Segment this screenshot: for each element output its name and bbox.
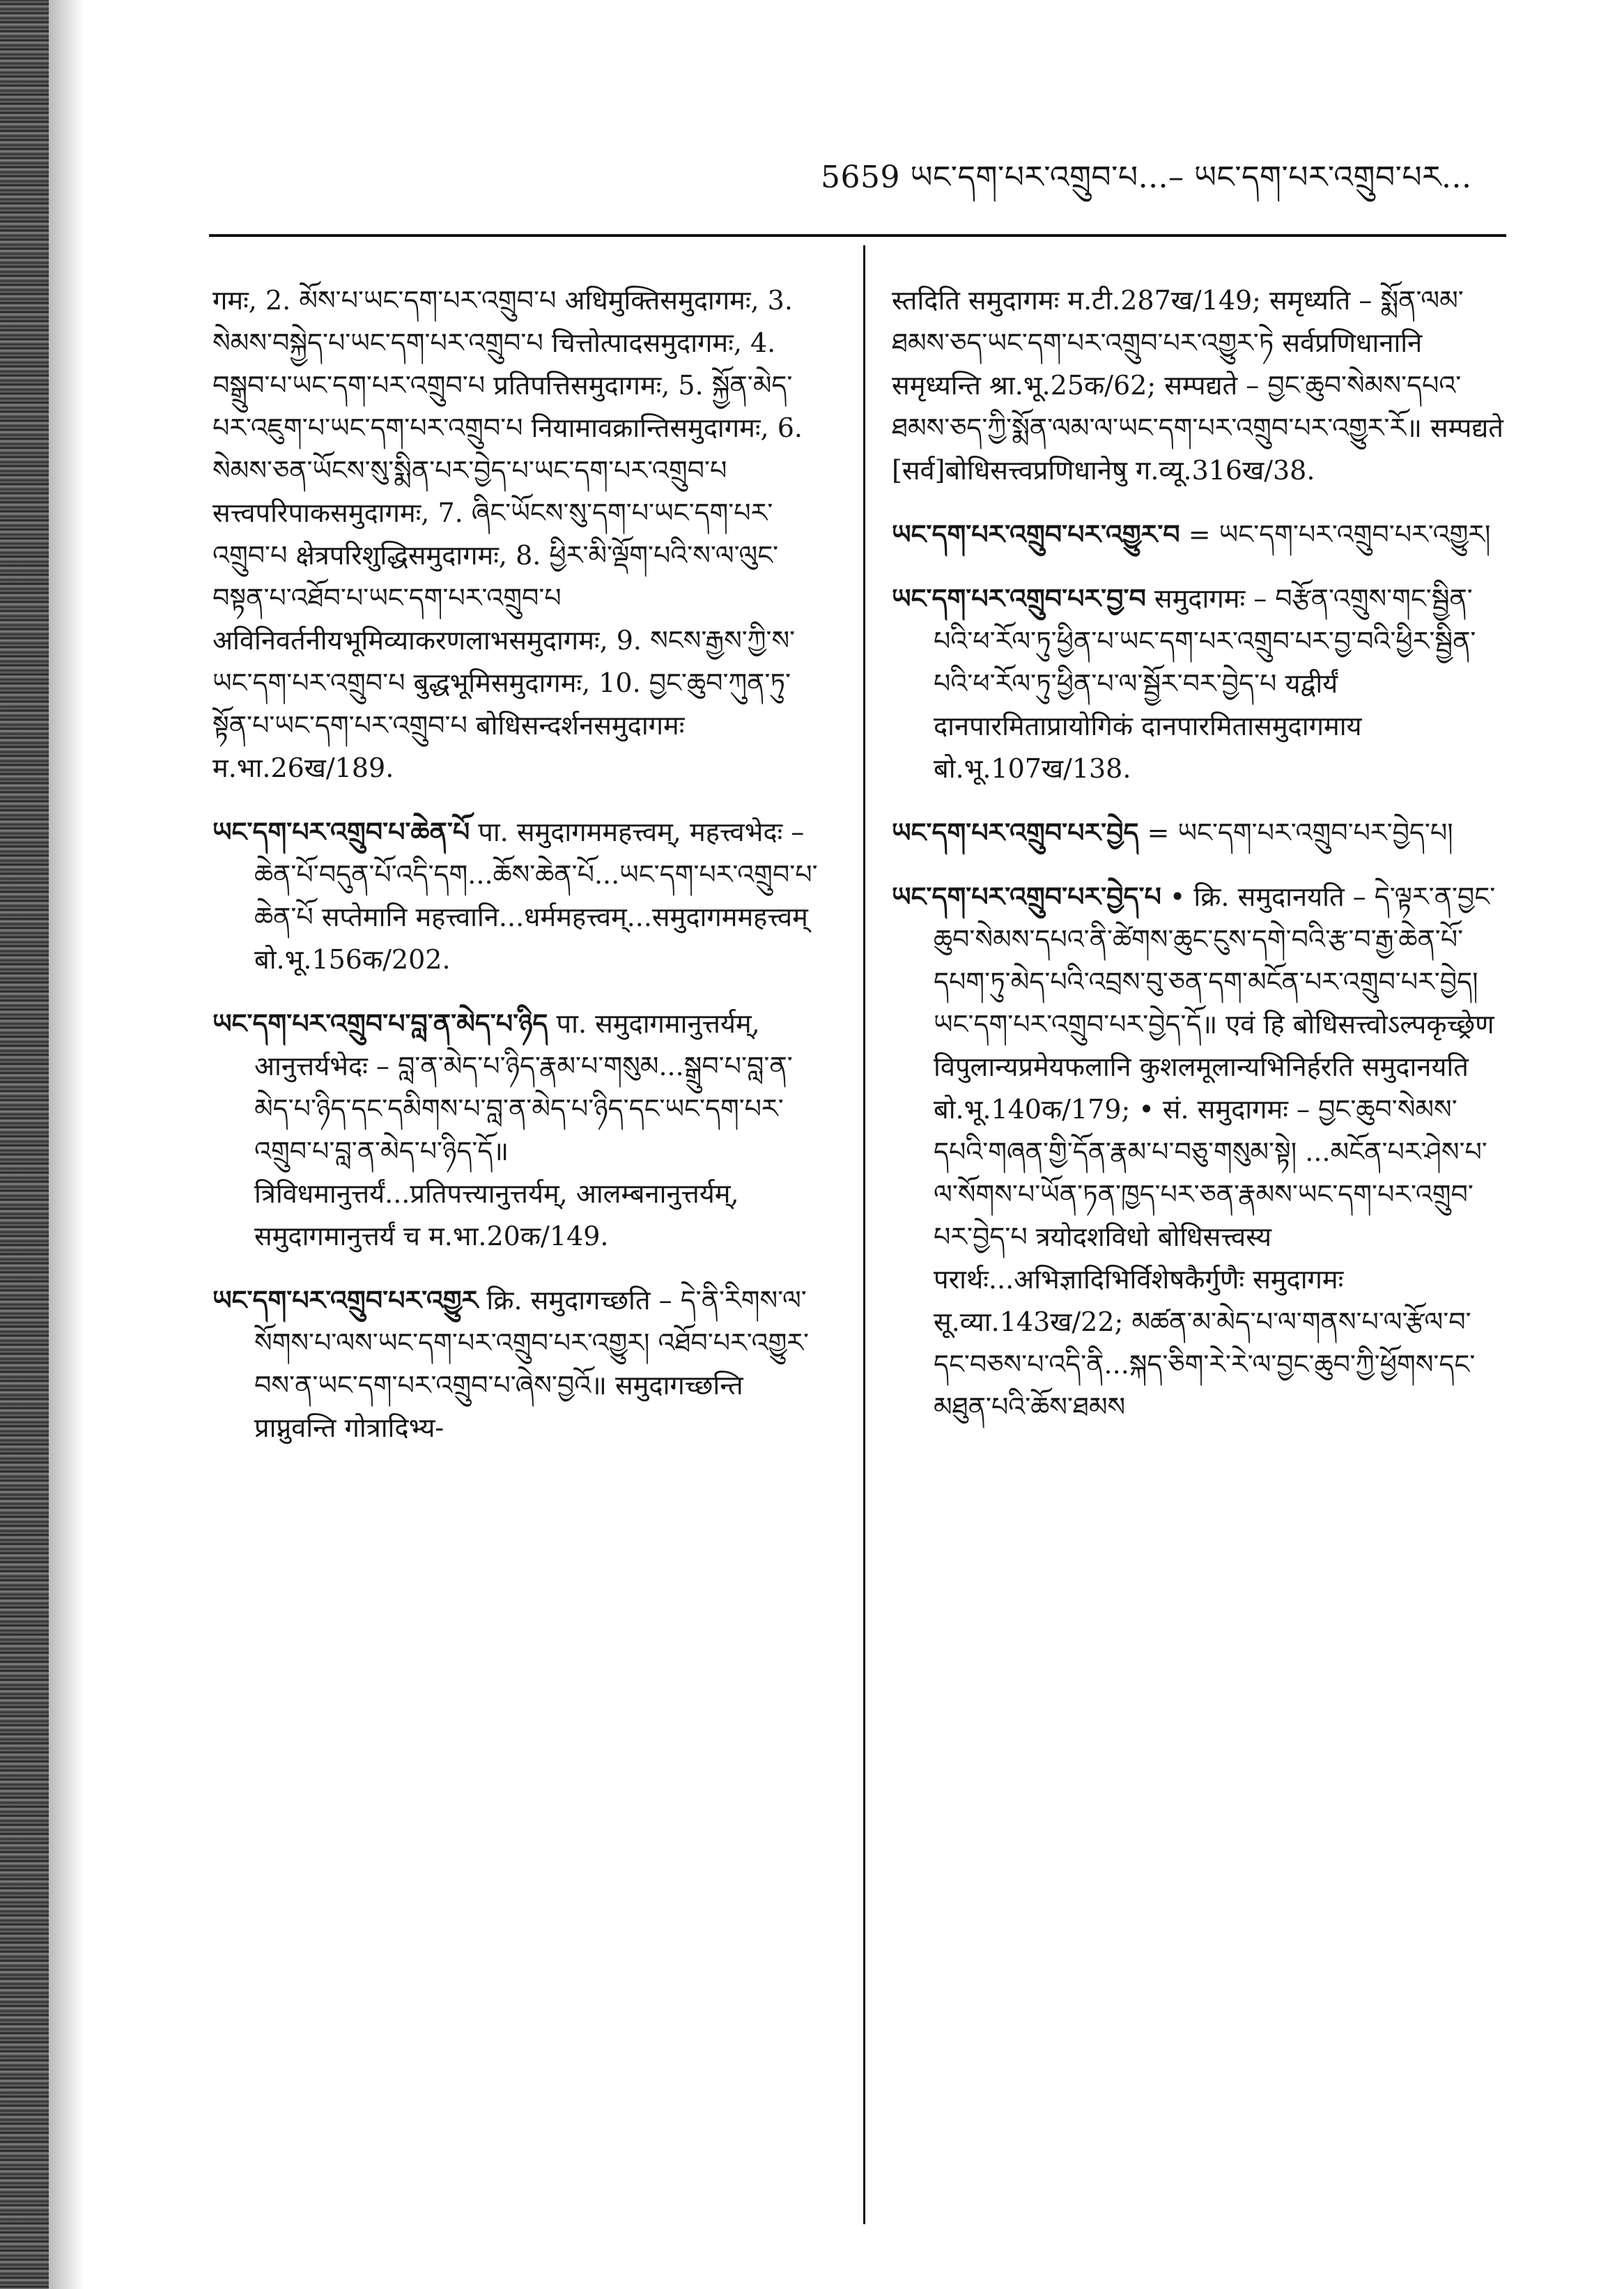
dictionary-entry <box>892 577 1505 790</box>
dictionary-entry <box>892 811 1505 854</box>
dictionary-entry <box>212 1279 826 1449</box>
dictionary-entry <box>212 279 826 789</box>
dictionary-entry <box>892 513 1505 556</box>
dictionary-entry <box>892 875 1505 1428</box>
entry-headword: ཡང་དག་པར་འགྲུབ་པར་བྱེད <box>892 817 1139 848</box>
entry-headword: ཡང་དག་པར་འགྲུབ་པ་བླ་ན་མེད་པ་ཉིད <box>212 1008 548 1039</box>
entry-text: पा. समुदागमानुत्तर्यम्, आनुत्तर्यभेदः – བླ་ན་མེད་པ་ཉིད་རྣམ་པ་གསུམ...སྒྲུབ་པ་བླ་ན་མེད་པ་ཉིད་དང་དམིགས་པ་བླ་ན་མེད་པ་ཉིད་དང་ཡང་དག་པར་འགྲུབ་པ་བླ་ན་མེད་པ་ཉིད་དོ॥ त्रिविधमानुत्तर्यं...प्रतिपत्त्यानुत्तर्यम्, आलम्बनानुत्तर्यम्, समुदागमानुत्तर्यं च म.भा.20क/149. <box>254 1008 793 1251</box>
column-divider <box>863 245 865 2224</box>
entry-text: गमः, 2. མོས་པ་ཡང་དག་པར་འགྲུབ་པ अधिमुक्तिसमुदागमः, 3. སེམས་བསྐྱེད་པ་ཡང་དག་པར་འགྲུབ་པ चित्तोत्पादसमुदागमः, 4. བསྒྲུབ་པ་ཡང་དག་པར་འགྲུབ་པ प्रतिपत्तिसमुदागमः, 5. སྐྱོན་མེད་པར་འཇུག་པ་ཡང་དག་པར་འགྲུབ་པ नियामावक्रान्तिसमुदागमः, 6. སེམས་ཅན་ཡོངས་སུ་སྨིན་པར་བྱེད་པ་ཡང་དག་པར་འགྲུབ་པ सत्त्वपरिपाकसमुदागमः, 7. ཞིང་ཡོངས་སུ་དག་པ་ཡང་དག་པར་འགྲུབ་པ क्षेत्रपरिशुद्धिसमुदागमः, 8. ཕྱིར་མི་ལྡོག་པའི་ས་ལ་ལུང་བསྟན་པ་འཐོབ་པ་ཡང་དག་པར་འགྲུབ་པ अविनिवर्तनीयभूमिव्याकरणलाभसमुदागमः, 9. སངས་རྒྱས་ཀྱི་ས་ཡང་དག་པར་འགྲུབ་པ बुद्धभूमिसमुदागमः, 10. བྱང་ཆུབ་ཀུན་ཏུ་སྟོན་པ་ཡང་དག་པར་འགྲུབ་པ बोधिसन्दर्शनसमुदागमः म.भा.26ख/189. <box>212 285 803 783</box>
binding-shadow <box>49 0 84 2289</box>
entry-headword: ཡང་དག་པར་འགྲུབ་པར་བྱེད་པ <box>892 881 1161 912</box>
entry-text: • क्रि. समुदानयति – དེ་ལྟར་ན་བྱང་ཆུབ་སེམས་དཔའ་ནི་ཚེགས་ཆུང་ངུས་དགེ་བའི་རྩ་བ་རྒྱ་ཆེན་པོ་དཔག་ཏུ་མེད་པའི་འབྲས་བུ་ཅན་དག་མངོན་པར་འགྲུབ་པར་བྱེད། ཡང་དག་པར་འགྲུབ་པར་བྱེད་དོ॥ एवं हि बोधिसत्त्वोऽल्पकृच्छ्रेण विपुलान्यप्रमेयफलानि कुशलमूलान्यभिनिर्हरति समुदानयति बो.भू.140क/179; • सं. समुदागमः – བྱང་ཆུབ་སེམས་དཔའི་གཞན་གྱི་དོན་རྣམ་པ་བཅུ་གསུམ་སྟེ། ...མངོན་པར་ཤེས་པ་ལ་སོགས་པ་ཡོན་ཏན་ཁྱད་པར་ཅན་རྣམས་ཡང་དག་པར་འགྲུབ་པར་བྱེད་པ त्रयोदशविधो बोधिसत्त्वस्य परार्थः...अभिज्ञादिभिर्विशेषकैर्गुणैः समुदागमः सू.व्या.143ख/22; མཚན་མ་མེད་པ་ལ་གནས་པ་ལ་རྩོལ་བ་དང་བཅས་པ་འདི་ནི...སྐད་ཅིག་རེ་རེ་ལ་བྱང་ཆུབ་ཀྱི་ཕྱོགས་དང་མཐུན་པའི་ཆོས་ཐམས <box>934 881 1496 1422</box>
entry-text: = ཡང་དག་པར་འགྲུབ་པར་འགྱུར། <box>1180 519 1491 550</box>
header-title: ཡང་དག་པར་འགྲུབ་པ...– ཡང་དག་པར་འགྲུབ་པར... <box>910 160 1472 195</box>
right-column <box>892 279 1505 2244</box>
entry-text: पा. समुदागममहत्त्वम्, महत्त्वभेदः – ཆེན་པོ་བདུན་པོ་འདི་དག...ཆོས་ཆེན་པོ...ཡང་དག་པར་འགྲུབ་པ་ཆེན་པོ सप्तेमानि महत्त्वानि...धर्ममहत्त्वम्...समुदागममहत्त्वम् बो.भू.156क/202. <box>254 817 818 975</box>
dictionary-entry <box>212 810 826 981</box>
header-rule <box>209 234 1506 237</box>
entry-headword: ཡང་དག་པར་འགྲུབ་པར་འགྱུར་བ <box>892 518 1180 550</box>
page-number: 5659 <box>821 160 900 195</box>
running-header <box>821 143 1517 195</box>
dictionary-entry <box>892 279 1505 492</box>
entry-text: स्तदिति समुदागमः म.टी.287ख/149; समृध्यति – སྨོན་ལམ་ཐམས་ཅད་ཡང་དག་པར་འགྲུབ་པར་འགྱུར་ཏེ सर्वप्रणिधानानि समृध्यन्ति श्रा.भू.25क/62; सम्पद्यते – བྱང་ཆུབ་སེམས་དཔའ་ཐམས་ཅད་ཀྱི་སྨོན་ལམ་ལ་ཡང་དག་པར་འགྲུབ་པར་འགྱུར་རོ॥ सम्पद्यते [सर्व]बोधिसत्त्वप्रणिधानेषु ग.व्यू.316ख/38. <box>892 285 1503 486</box>
entry-text: क्रि. समुदागच्छति – དེ་ནི་རིགས་ལ་སོགས་པ་ལས་ཡང་དག་པར་འགྲུབ་པར་འགྱུར། འཐོབ་པར་འགྱུར་བས་ན་ཡང་དག་པར་འགྲུབ་པ་ཞེས་བྱའོ॥ समुदागच्छन्ति प्राप्नुवन्ति गोत्रादिभ्य- <box>254 1285 809 1443</box>
entry-headword: ཡང་དག་པར་འགྲུབ་པར་བྱ་བ <box>892 583 1146 614</box>
entry-headword: ཡང་དག་པར་འགྲུབ་པ་ཆེན་པོ <box>212 816 470 847</box>
entry-headword: ཡང་དག་པར་འགྲུབ་པར་འགྱུར <box>212 1284 479 1316</box>
entry-text: समुदागमः – བརྩོན་འགྲུས་གང་སྦྱིན་པའི་ཕ་རོལ་ཏུ་ཕྱིན་པ་ཡང་དག་པར་འགྲུབ་པར་བྱ་བའི་ཕྱིར་སྦྱིན་པའི་ཕ་རོལ་ཏུ་ཕྱིན་པ་ལ་སྦྱོར་བར་བྱེད་པ यद्वीर्यं दानपारमिताप्रायोगिकं दानपारमितासमुदागमाय बो.भू.107ख/138. <box>934 583 1476 784</box>
left-column <box>212 279 826 2244</box>
dictionary-entry <box>212 1002 826 1258</box>
entry-text: = ཡང་དག་པར་འགྲུབ་པར་བྱེད་པ། <box>1138 817 1453 848</box>
binding-edge <box>0 0 49 2289</box>
